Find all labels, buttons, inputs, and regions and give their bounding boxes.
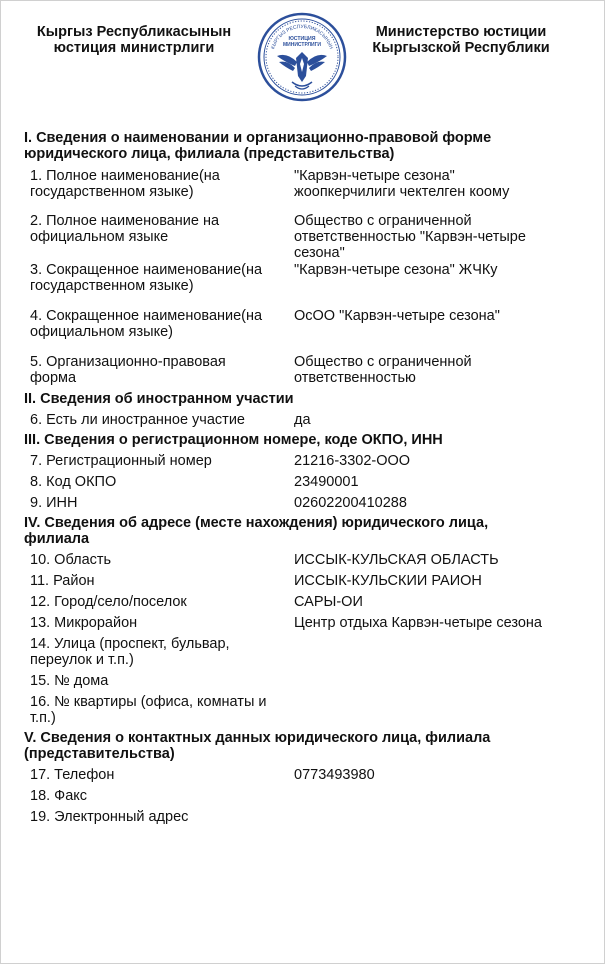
row-fax <box>24 788 584 804</box>
row-label-line: 4. Сокращенное наименование(на <box>30 308 263 324</box>
row-value <box>294 262 584 294</box>
row-value: да <box>294 412 311 428</box>
section-5-title-line2: (представительства) <box>24 746 175 762</box>
row-value <box>294 213 584 261</box>
row-street <box>24 636 584 668</box>
row-value <box>294 168 584 200</box>
section-1-title-line2: юридического лица, филиала (представительства) <box>24 146 395 162</box>
row-value-line: "Карвэн-четыре сезона" ЖЧКу <box>294 262 498 278</box>
row-registration-number <box>24 453 584 469</box>
document-header <box>0 12 605 112</box>
row-label-line: официальном языке) <box>30 324 173 340</box>
row-value: ИССЫК-КУЛЬСКАЯ ОБЛАСТЬ <box>294 552 499 568</box>
row-label <box>24 262 294 294</box>
row-value-line: Общество с ограниченной <box>294 213 472 229</box>
svg-text:ЮСТИЦИЯ: ЮСТИЦИЯ <box>288 36 316 42</box>
row-short-name-state <box>24 262 584 294</box>
row-label: 18. Факс <box>30 788 88 804</box>
ministry-emblem-icon <box>257 12 347 102</box>
row-value-line: сезона" <box>294 245 345 261</box>
row-value-line: Общество с ограниченной <box>294 354 472 370</box>
row-microdistrict <box>24 615 584 631</box>
row-value: 0773493980 <box>294 767 375 783</box>
row-value: 02602200410288 <box>294 495 407 511</box>
row-label-line: 1. Полное наименование(на <box>30 168 220 184</box>
svg-text:МИНИСТРЛИГИ: МИНИСТРЛИГИ <box>282 42 322 48</box>
header-left-title <box>19 24 249 56</box>
row-foreign-participation <box>24 412 584 428</box>
row-value: 23490001 <box>294 474 359 490</box>
row-label: 6. Есть ли иностранное участие <box>30 412 245 428</box>
row-label-line: 2. Полное наименование на <box>30 213 220 229</box>
row-region <box>24 552 584 568</box>
row-email <box>24 809 584 825</box>
section-4-title <box>24 515 584 547</box>
row-label: 19. Электронный адрес <box>30 809 189 825</box>
row-apartment <box>24 694 584 726</box>
row-label-line: форма <box>30 370 77 386</box>
row-okpo <box>24 474 584 490</box>
row-value <box>294 636 584 668</box>
row-label-line: 5. Организационно-правовая <box>30 354 226 370</box>
document-body <box>24 130 584 825</box>
section-1-title <box>24 130 584 162</box>
row-value <box>294 788 584 804</box>
header-right-line1: Министерство юстиции <box>375 24 547 40</box>
row-label <box>24 168 294 200</box>
row-value <box>294 308 584 340</box>
section-4-title-line1: IV. Сведения об адресе (месте нахождения) юридического лица, <box>24 515 489 531</box>
row-value-line: ответственностью <box>294 370 416 386</box>
row-label <box>24 308 294 340</box>
header-left-line2: юстиция министрлиги <box>53 40 215 56</box>
row-full-name-state <box>24 168 584 200</box>
row-inn <box>24 495 584 511</box>
row-value: САРЫ-ОИ <box>294 594 363 610</box>
row-label-line: 3. Сокращенное наименование(на <box>30 262 263 278</box>
row-label-line: официальном языке <box>30 229 169 245</box>
row-value-line: ответственностью "Карвэн-четыре <box>294 229 526 245</box>
row-label: 8. Код ОКПО <box>30 474 117 490</box>
section-2-title: II. Сведения об иностранном участии <box>24 391 294 407</box>
header-right-title <box>346 24 576 56</box>
row-legal-form <box>24 354 584 386</box>
section-3-title: III. Сведения о регистрационном номере, коде ОКПО, ИНН <box>24 432 443 448</box>
row-label: 12. Город/село/поселок <box>30 594 187 610</box>
row-value <box>294 354 584 386</box>
row-settlement <box>24 594 584 610</box>
section-4-title-line2: филиала <box>24 531 90 547</box>
row-label: 13. Микрорайон <box>30 615 138 631</box>
row-label: 11. Район <box>30 573 95 589</box>
row-label <box>24 636 294 668</box>
section-5-title-line1: V. Сведения о контактных данных юридического лица, филиала <box>24 730 491 746</box>
row-label-line: переулок и т.п.) <box>30 652 134 668</box>
section-1-title-line1: I. Сведения о наименовании и организационно-правовой форме <box>24 130 492 146</box>
row-value: ИССЫК-КУЛЬСКИИ РАИОН <box>294 573 482 589</box>
row-label-line: т.п.) <box>30 710 56 726</box>
row-house-number <box>24 673 584 689</box>
row-label: 15. № дома <box>30 673 109 689</box>
row-value <box>294 673 584 689</box>
row-value-line: "Карвэн-четыре сезона" <box>294 168 455 184</box>
row-label-line: 16. № квартиры (офиса, комнаты и <box>30 694 267 710</box>
row-label <box>24 354 294 386</box>
row-label-line: государственном языке) <box>30 278 194 294</box>
row-value: Центр отдыха Карвэн-четыре сезона <box>294 615 542 631</box>
row-label: 10. Область <box>30 552 112 568</box>
header-left-line1: Кыргыз Республикасынын <box>36 24 232 40</box>
row-phone <box>24 767 584 783</box>
row-full-name-official <box>24 213 584 261</box>
row-label: 7. Регистрационный номер <box>30 453 212 469</box>
header-right-line2: Кыргызской Республики <box>372 40 550 56</box>
row-value: 21216-3302-ООО <box>294 453 411 469</box>
row-label <box>24 213 294 261</box>
row-value <box>294 809 584 825</box>
row-label-line: 14. Улица (проспект, бульвар, <box>30 636 230 652</box>
row-label: 9. ИНН <box>30 495 78 511</box>
section-5-title <box>24 730 584 762</box>
row-district <box>24 573 584 589</box>
row-label-line: государственном языке) <box>30 184 194 200</box>
row-label: 17. Телефон <box>30 767 115 783</box>
row-value-line: ОсОО "Карвэн-четыре сезона" <box>294 308 500 324</box>
svg-text:КЫРГЫЗ РЕСПУБЛИКАСЫНЫН: КЫРГЫЗ РЕСПУБЛИКАСЫНЫН <box>270 23 334 50</box>
row-label <box>24 694 294 726</box>
row-short-name-official <box>24 308 584 340</box>
row-value-line: жоопкерчилиги чектелген коому <box>294 184 510 200</box>
row-value <box>294 694 584 726</box>
